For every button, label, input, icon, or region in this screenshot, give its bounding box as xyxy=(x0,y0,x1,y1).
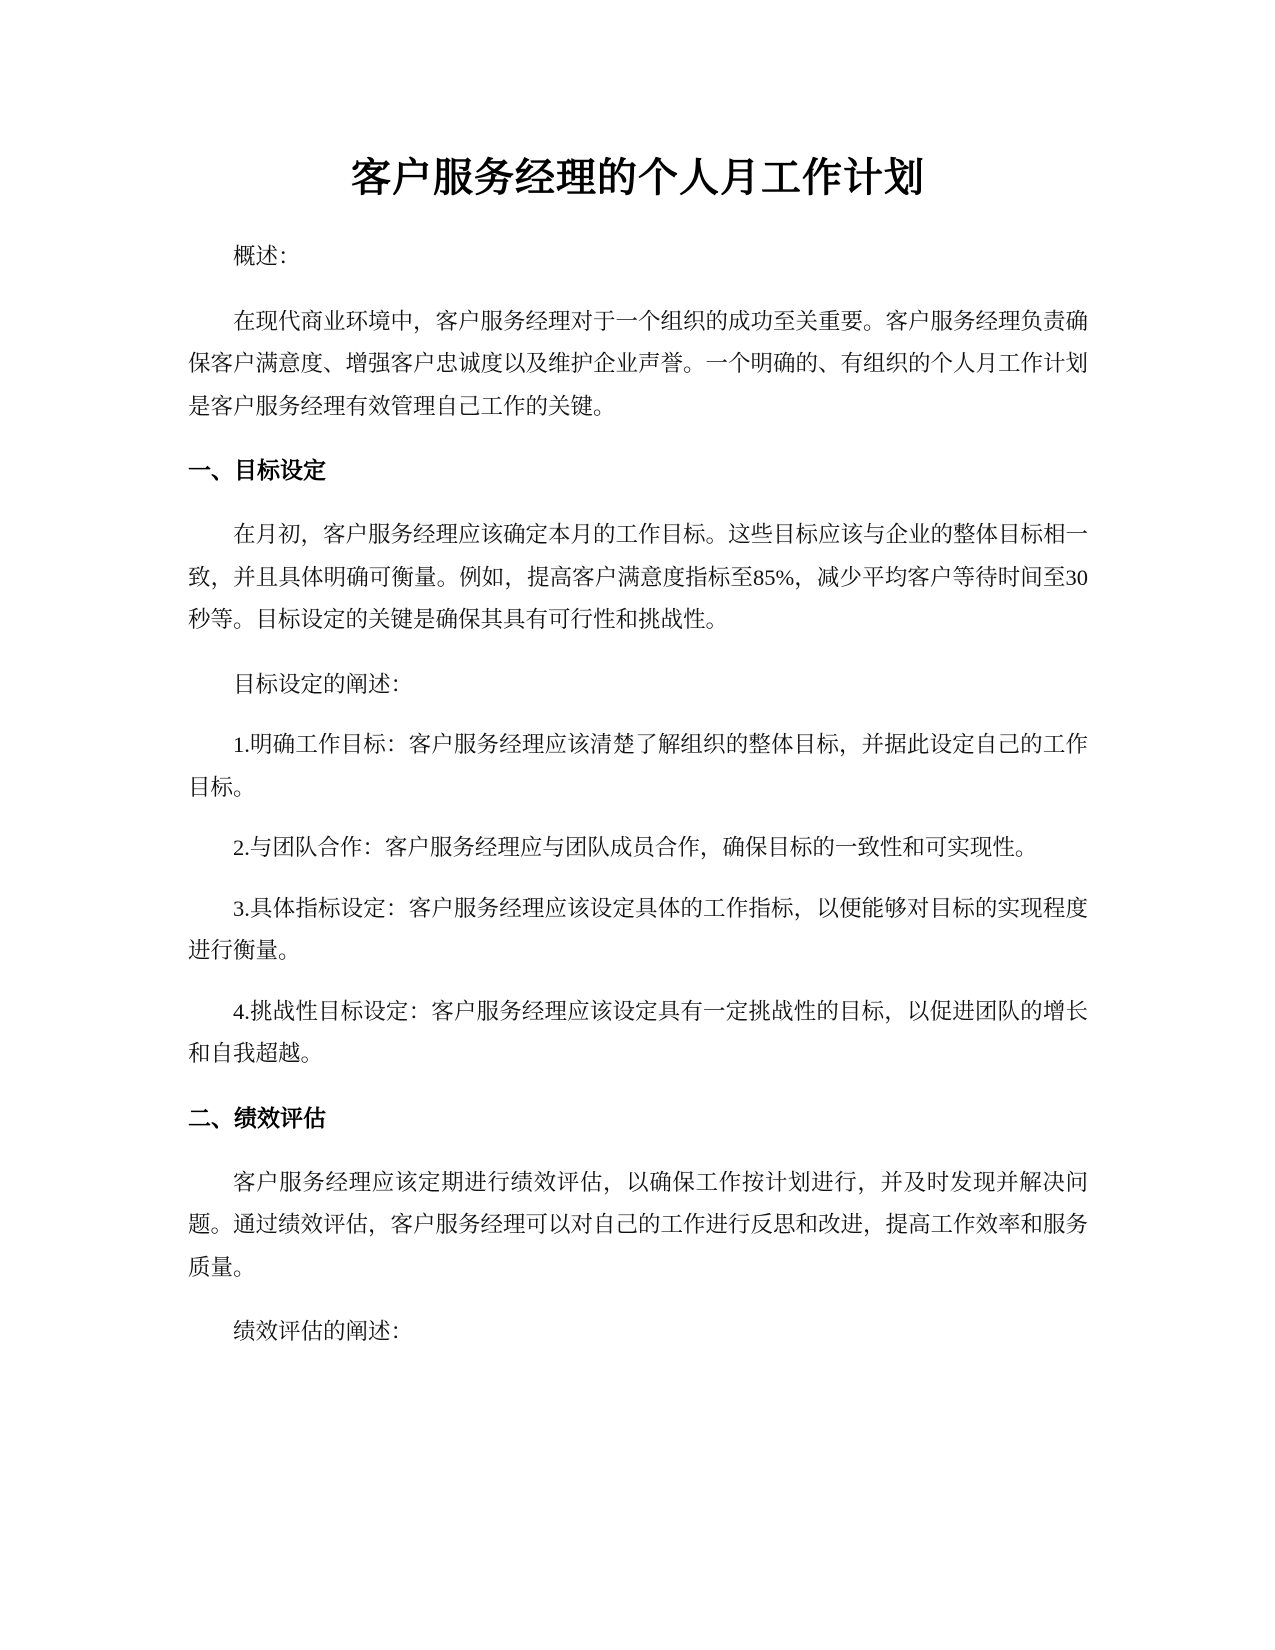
section-sublabel-performance: 绩效评估的阐述： xyxy=(233,1319,414,1344)
list-item: 3.具体指标设定：客户服务经理应该设定具体的工作指标，以便能够对目标的实现程度进行衡量。 xyxy=(188,895,1088,963)
section-sublabel-goals: 目标设定的阐述： xyxy=(233,671,414,697)
list-item: 2.与团队合作：客户服务经理应与团队成员合作，确保目标的一致性和可实现性。 xyxy=(233,835,1038,860)
document-content xyxy=(188,148,1088,1354)
intro-paragraph: 在现代商业环境中，客户服务经理对于一个组织的成功至关重要。客户服务经理负责确保客户满意度、增强客户忠诚度以及维护企业声誉。一个明确的、有组织的个人月工作计划是客户服务经理有效管理自己工作的关键。 xyxy=(188,308,1089,419)
list-item: 4.挑战性目标设定：客户服务经理应该设定具有一定挑战性的目标，以促进团队的增长和自我超越。 xyxy=(188,998,1088,1066)
intro-label: 概述： xyxy=(233,244,301,269)
section-heading-performance: 二、绩效评估 xyxy=(188,1105,326,1132)
section-heading-goals: 一、目标设定 xyxy=(188,458,326,484)
list-item: 1.明确工作目标：客户服务经理应该清楚了解组织的整体目标，并据此设定自己的工作目标。 xyxy=(188,732,1088,800)
section-body-goals: 在月初，客户服务经理应该确定本月的工作目标。这些目标应该与企业的整体目标相一致，并且具体明确可衡量。例如，提高客户满意度指标至85%，减少平均客户等待时间至30秒等。目标设定的关键是确保其具有可行性和挑战性。 xyxy=(188,522,1089,632)
document-title: 客户服务经理的个人月工作计划 xyxy=(351,155,925,201)
section-body-performance: 客户服务经理应该定期进行绩效评估，以确保工作按计划进行，并及时发现并解决问题。通过绩效评估，客户服务经理可以对自己的工作进行反思和改进，提高工作效率和服务质量。 xyxy=(188,1169,1089,1280)
